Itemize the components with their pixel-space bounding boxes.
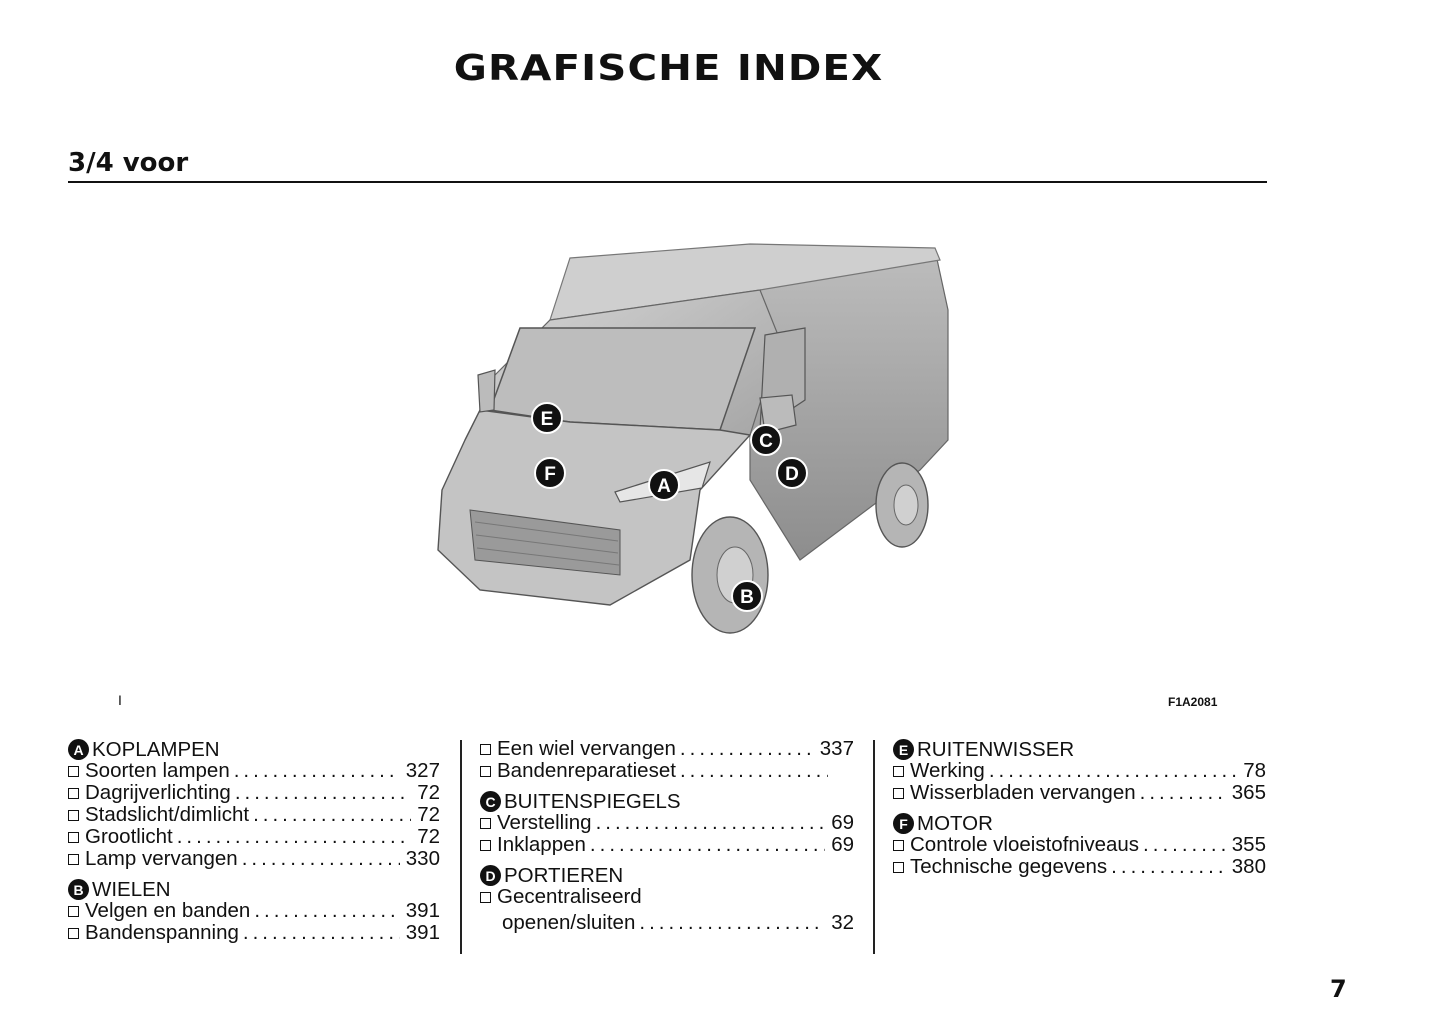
dot-leader — [680, 760, 828, 782]
page-ref: 327 — [405, 759, 440, 782]
letter-badge-icon: D — [480, 865, 501, 886]
checkbox-bullet-icon — [68, 854, 79, 865]
dot-leader — [177, 826, 411, 848]
group-heading: MOTOR — [917, 811, 993, 835]
svg-text:A: A — [657, 476, 671, 497]
checkbox-bullet-icon — [68, 832, 79, 843]
page-ref: 32 — [831, 911, 854, 934]
entry-label: Bandenreparatieset — [497, 759, 676, 782]
entry-label: openen/sluiten — [502, 911, 636, 934]
dot-leader — [680, 738, 814, 760]
dot-leader — [596, 812, 826, 834]
entry-label: Inklappen — [497, 833, 586, 856]
column-divider — [873, 740, 875, 954]
svg-text:B: B — [740, 587, 754, 608]
checkbox-bullet-icon — [893, 840, 904, 851]
page-ref: 330 — [405, 847, 440, 870]
index-entry[interactable] — [893, 782, 1266, 804]
group-title — [893, 812, 1266, 835]
van-illustration — [420, 230, 960, 650]
page-ref: 355 — [1231, 833, 1266, 856]
entry-label: Een wiel vervangen — [497, 737, 676, 760]
page-ref: 72 — [417, 781, 440, 804]
index-entry-continued[interactable] — [480, 912, 854, 934]
entry-label: Velgen en banden — [85, 899, 251, 922]
group-title — [68, 878, 440, 901]
entry-label: Stadslicht/dimlicht — [85, 803, 250, 826]
entry-label: Dagrijverlichting — [85, 781, 231, 804]
dot-leader — [242, 848, 400, 870]
dot-leader — [253, 804, 411, 826]
page-ref: 337 — [819, 737, 854, 760]
letter-badge-icon: A — [68, 739, 89, 760]
dot-leader — [989, 760, 1237, 782]
dot-leader — [234, 760, 400, 782]
index-group — [480, 864, 854, 934]
entry-label: Controle vloeistofniveaus — [910, 833, 1140, 856]
index-column-3 — [893, 738, 1266, 886]
checkbox-bullet-icon — [480, 818, 491, 829]
index-entry[interactable] — [893, 834, 1266, 856]
page-ref: 78 — [1243, 759, 1266, 782]
letter-badge-icon: F — [893, 813, 914, 834]
callout-F-icon — [535, 458, 565, 488]
index-entry[interactable] — [68, 900, 440, 922]
page-title: GRAFISCHE INDEX — [453, 48, 884, 89]
index-column-2 — [480, 738, 854, 942]
entry-label: Soorten lampen — [85, 759, 230, 782]
index-column-1 — [68, 738, 440, 952]
index-entry[interactable] — [893, 760, 1266, 782]
svg-text:D: D — [785, 464, 799, 485]
checkbox-bullet-icon — [68, 906, 79, 917]
entry-label: Grootlicht — [85, 825, 173, 848]
callout-D-icon — [777, 458, 807, 488]
index-group — [480, 738, 854, 782]
entry-label: Gecentraliseerd — [497, 885, 642, 908]
group-heading: KOPLAMPEN — [92, 737, 220, 761]
index-entry[interactable] — [68, 804, 440, 826]
letter-badge-icon: C — [480, 791, 501, 812]
group-title — [480, 864, 854, 887]
page-ref: 391 — [405, 921, 440, 944]
entry-label: Technische gegevens — [910, 855, 1108, 878]
entry-label: Wisserbladen vervangen — [910, 781, 1136, 804]
index-entry[interactable] — [480, 738, 854, 760]
dot-leader — [254, 900, 399, 922]
callout-A-icon — [649, 470, 679, 500]
page-number: 7 — [1330, 975, 1347, 1003]
page-ref: 391 — [405, 899, 440, 922]
checkbox-bullet-icon — [68, 766, 79, 777]
dot-leader — [1111, 856, 1226, 878]
checkbox-bullet-icon — [893, 788, 904, 799]
group-heading: WIELEN — [92, 877, 171, 901]
page-ref: 365 — [1231, 781, 1266, 804]
page-ref: 72 — [417, 803, 440, 826]
svg-text:C: C — [759, 431, 773, 452]
group-title — [893, 738, 1266, 761]
group-heading: BUITENSPIEGELS — [504, 789, 681, 813]
index-entry[interactable] — [480, 812, 854, 834]
callout-C-icon — [751, 425, 781, 455]
callout-B-icon — [732, 581, 762, 611]
letter-badge-icon: B — [68, 879, 89, 900]
checkbox-bullet-icon — [480, 892, 491, 903]
entry-label: Verstelling — [497, 811, 592, 834]
figure-marker: I — [118, 692, 122, 708]
page-ref: 380 — [1231, 855, 1266, 878]
index-entry[interactable] — [68, 922, 440, 944]
dot-leader — [1140, 782, 1226, 804]
index-group — [68, 878, 440, 944]
checkbox-bullet-icon — [480, 766, 491, 777]
entry-label: Werking — [910, 759, 985, 782]
dot-leader — [639, 912, 825, 934]
index-entry[interactable] — [893, 856, 1266, 878]
index-entry[interactable] — [68, 760, 440, 782]
entry-label: Bandenspanning — [85, 921, 239, 944]
index-group — [68, 738, 440, 870]
section-divider — [68, 181, 1267, 183]
dot-leader — [235, 782, 411, 804]
svg-text:E: E — [540, 409, 554, 430]
letter-badge-icon: E — [893, 739, 914, 760]
callout-E-icon — [532, 403, 562, 433]
index-entry[interactable] — [480, 834, 854, 856]
checkbox-bullet-icon — [480, 744, 491, 755]
index-entry[interactable] — [68, 848, 440, 870]
group-heading: RUITENWISSER — [917, 737, 1075, 761]
index-entry[interactable] — [68, 782, 440, 804]
dot-leader — [590, 834, 825, 856]
index-entry[interactable] — [480, 886, 854, 908]
index-group — [893, 812, 1266, 878]
column-divider — [460, 740, 462, 954]
dot-leader — [243, 922, 400, 944]
figure-code: F1A2081 — [1168, 695, 1218, 709]
checkbox-bullet-icon — [480, 840, 491, 851]
checkbox-bullet-icon — [68, 928, 79, 939]
entry-label: Lamp vervangen — [85, 847, 238, 870]
index-group — [480, 790, 854, 856]
group-heading: PORTIEREN — [504, 863, 624, 887]
index-entry[interactable] — [68, 826, 440, 848]
svg-text:F: F — [544, 464, 556, 485]
section-title: 3/4 voor — [68, 148, 189, 178]
index-entry[interactable] — [480, 760, 854, 782]
checkbox-bullet-icon — [68, 810, 79, 821]
index-group — [893, 738, 1266, 804]
checkbox-bullet-icon — [893, 766, 904, 777]
checkbox-bullet-icon — [68, 788, 79, 799]
group-title — [68, 738, 440, 761]
group-title — [480, 790, 854, 813]
checkbox-bullet-icon — [893, 862, 904, 873]
page-ref: 69 — [831, 811, 854, 834]
page-ref: 72 — [417, 825, 440, 848]
dot-leader — [1143, 834, 1226, 856]
page-ref: 69 — [831, 833, 854, 856]
